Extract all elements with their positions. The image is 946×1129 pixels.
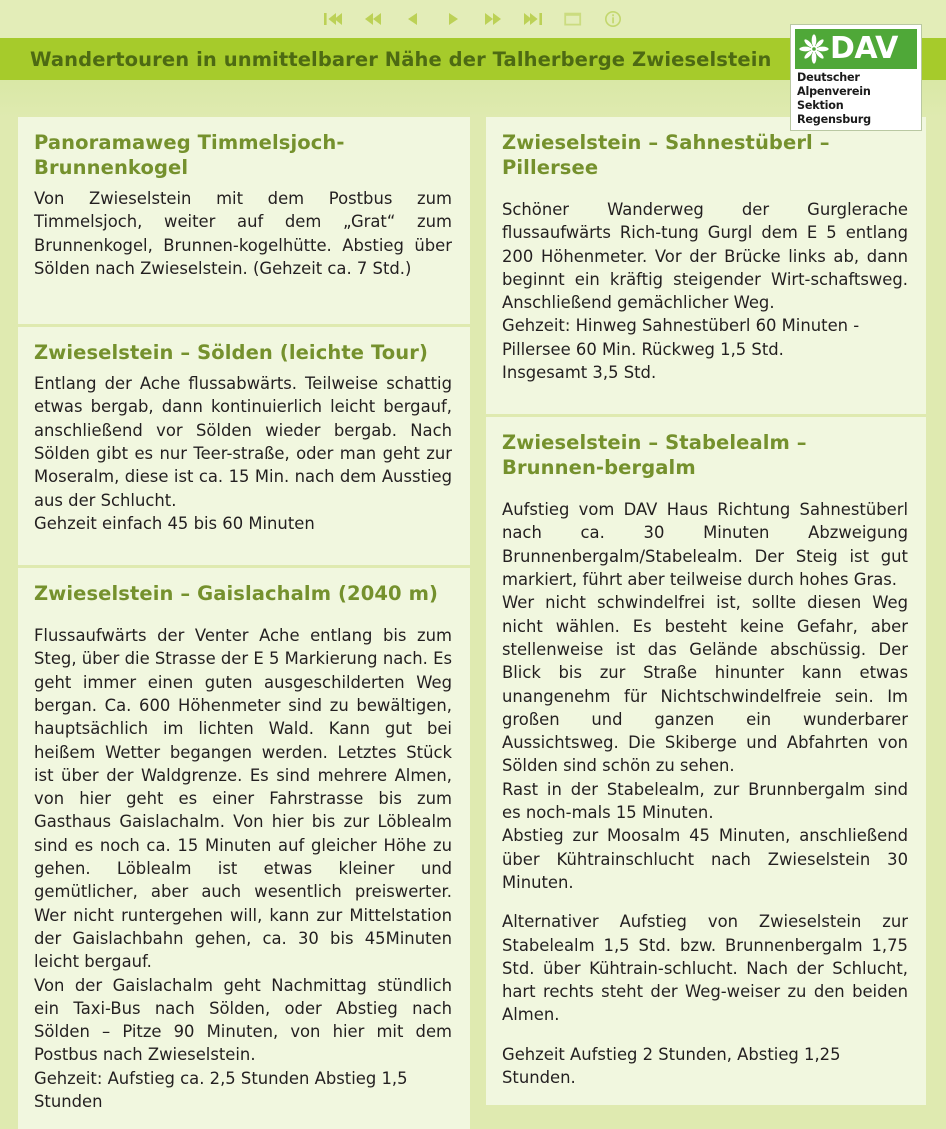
tour-paragraph: Von der Gaislachalm geht Nachmittag stündlich ein Taxi-Bus nach Sölden, oder Abstieg nach Sölden – Pitze 90 Minuten, von hier mit dem Postbus nach Zwieselstein. <box>34 975 452 1065</box>
tour-paragraph: Entlang der Ache flussabwärts. Teilweise schattig etwas bergab, dann kontinuierlich leicht bergauf, anschließend vor Sölden wieder bergab. Nach Sölden gibt es nur Teer-straße, oder man geht zur Moseralm, diese ist ca. 15 Min. nach dem Ausstieg aus der Schlucht. <box>34 374 452 510</box>
info-button[interactable] <box>602 8 624 30</box>
tour-heading: Zwieselstein – Stabelealm – Brunnen-bergalm <box>502 431 807 480</box>
dav-logo-badge <box>795 29 917 69</box>
content-columns <box>0 117 946 1129</box>
tour-card <box>18 568 470 1129</box>
tour-card <box>18 327 470 565</box>
tour-paragraph: Insgesamt 3,5 Std. <box>502 362 657 382</box>
tour-paragraph: Rast in der Stabelealm, zur Brunnbergalm sind es noch-mals 15 Minuten. <box>502 779 908 823</box>
last-page-button[interactable] <box>522 8 544 30</box>
fast-rewind-button[interactable] <box>362 8 384 30</box>
next-page-button[interactable] <box>442 8 464 30</box>
tour-paragraph: Gehzeit: Aufstieg ca. 2,5 Stunden Abstieg 1,5 Stunden <box>34 1068 408 1112</box>
dav-logo <box>790 24 922 131</box>
tour-card <box>18 117 470 324</box>
tour-card <box>486 117 926 414</box>
tour-paragraph: Schöner Wanderweg der Gurglerache flussaufwärts Rich-tung Gurgl dem E 5 entlang 200 Höhenmeter. Vor der Brücke links ab, dann beginnt ein kräftig steigender Wirt-schaftsweg. Anschließend gemächlicher Weg. <box>502 199 908 313</box>
tour-paragraph: Wer nicht schwindelfrei ist, sollte diesen Weg nicht wählen. Es besteht keine Gefahr, aber stellenweise ist das Gelände abschüssig. Der Blick bis zur Straße hinunter kann etwas unangenehm für Nichtschwindelfreie sein. Im großen und ganzen ein wunderbarer Aussichtsweg. Die Skiberge und Abfahrten von Sölden sind schön zu sehen. <box>502 593 908 776</box>
page-title: Wandertouren in unmittelbarer Nähe der Talherberge Zwieselstein <box>30 47 772 71</box>
tour-heading: Zwieselstein – Sölden (leichte Tour) <box>34 341 429 365</box>
dav-logo-subtitle-line2: Sektion Regensburg <box>797 99 871 126</box>
edelweiss-icon <box>799 34 829 64</box>
tour-heading: Panoramaweg Timmelsjoch-Brunnenkogel <box>34 131 345 179</box>
right-column <box>486 117 926 1129</box>
tour-paragraph: Von Zwieselstein mit dem Postbus zum Timmelsjoch, weiter auf dem „Grat“ zum Brunnenkogel, Brunnen-kogelhütte. Abstieg über Sölden nach Zwieselstein. (Gehzeit ca. 7 Std.) <box>34 188 452 278</box>
fullscreen-button[interactable] <box>562 8 584 30</box>
tour-paragraph: Aufstieg vom DAV Haus Richtung Sahnestüberl nach ca. 30 Minuten Abzweigung Brunnenbergalm/Stabelealm. Der Steig ist gut markiert, führt aber teilweise durch hohes Gras. <box>502 500 908 590</box>
tour-paragraph: Abstieg zur Moosalm 45 Minuten, anschließend über Kühtrainschlucht nach Zwieselstein 30 Minuten. <box>502 826 908 892</box>
tour-paragraph: Alternativer Aufstieg von Zwieselstein zur Stabelealm 1,5 Std. bzw. Brunnenbergalm 1,75 Std. über Kühtrain-schlucht. Nach der Schlucht, hart rechts steht der Weg-weiser zu den beiden Almen. <box>502 912 908 1025</box>
dav-logo-subtitle <box>795 69 917 127</box>
tour-paragraph: Flussaufwärts der Venter Ache entlang bis zum Steg, über die Strasse der E 5 Markierung nach. Es geht immer einen guten ausgeschilderten Weg bergan. Ca. 600 Höhenmeter sind zu bewältigen, hauptsächlich im lichten Wald. Kann gut bei heißem Wetter begangen werden. Letztes Stück ist über der Waldgrenze. Es sind mehrere Almen, von hier geht es einer Fahrstrasse bis zum Gasthaus Gaislachalm. Von hier bis zur Löblealm sind es noch ca. 15 Minuten auf gleicher Höhe zu gehen. Löblealm ist etwas kleiner und gemütlicher, aber auch wesentlich preiswerter. Wer nicht runtergehen will, kann zur Mittelstation der Gaislachbahn gehen, ca. 30 bis 45Minuten leicht bergauf. <box>34 626 452 972</box>
tour-card <box>486 417 926 1105</box>
dav-logo-subtitle-line1: Deutscher Alpenverein <box>797 71 871 98</box>
tour-paragraph: Gehzeit einfach 45 bis 60 Minuten <box>34 513 315 533</box>
tour-paragraph: Gehzeit: Hinweg Sahnestüberl 60 Minuten - Pillersee 60 Min. Rückweg 1,5 Std. <box>502 316 860 359</box>
left-column <box>18 117 470 1129</box>
tour-heading: Zwieselstein – Gaislachalm (2040 m) <box>34 582 439 606</box>
tour-paragraph: Gehzeit Aufstieg 2 Stunden, Abstieg 1,25 Stunden. <box>502 1044 841 1088</box>
dav-wordmark: DAV <box>830 31 898 66</box>
fast-forward-button[interactable] <box>482 8 504 30</box>
previous-page-button[interactable] <box>402 8 424 30</box>
tour-heading: Zwieselstein – Sahnestüberl – Pillersee <box>502 131 830 179</box>
first-page-button[interactable] <box>322 8 344 30</box>
